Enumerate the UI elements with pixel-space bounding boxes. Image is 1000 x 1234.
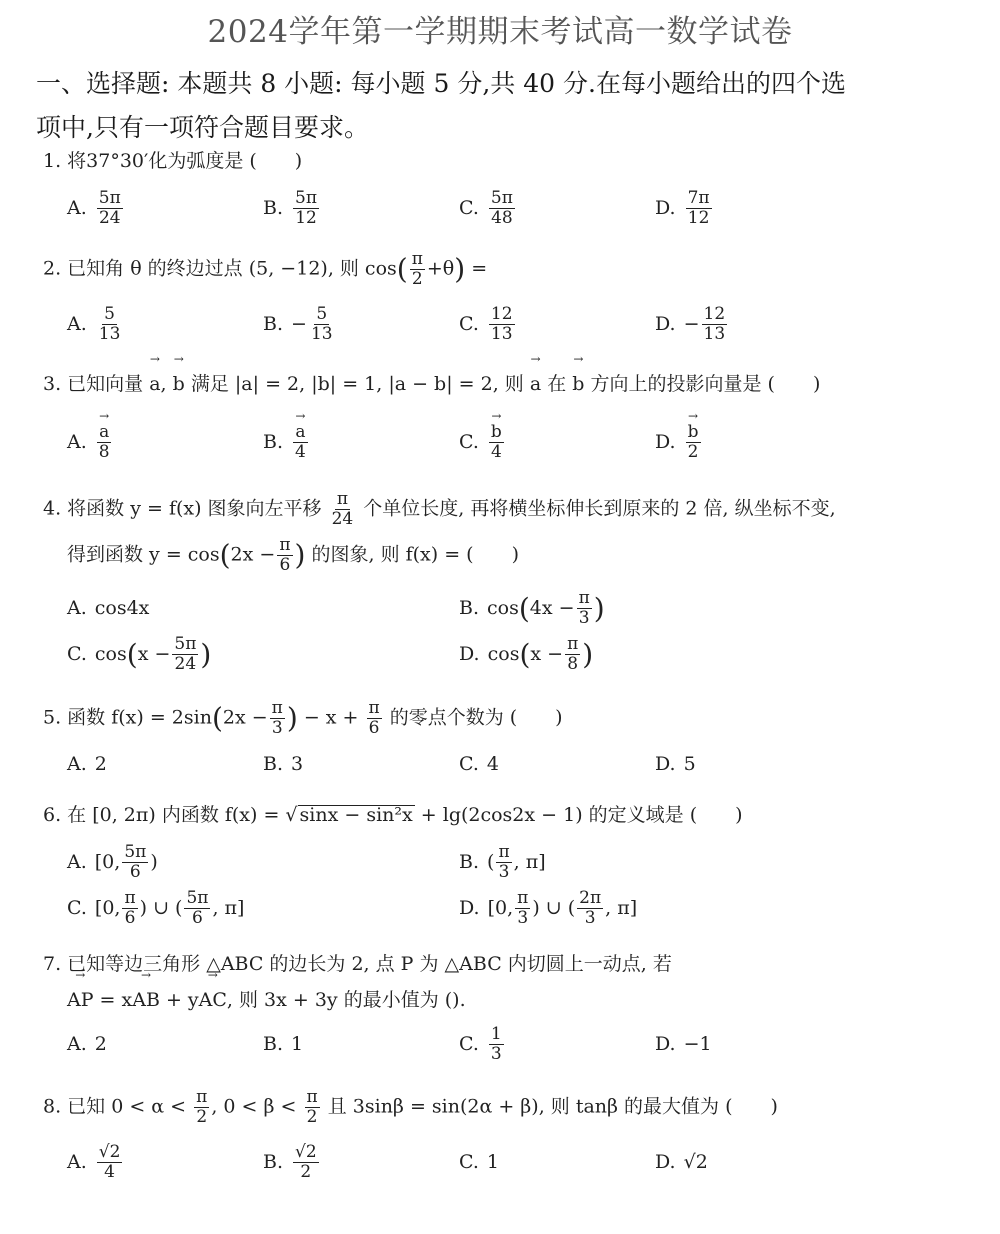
option-label: D. (655, 431, 676, 453)
fraction-denominator: 13 (490, 323, 513, 344)
option-text: x − (137, 643, 171, 665)
fraction-numerator: π (196, 1087, 208, 1107)
option-text: 3 (291, 753, 304, 775)
option-label: B. (263, 197, 284, 219)
stem-text: 得到函数 y = cos (67, 543, 220, 566)
stem-text: +θ (426, 257, 455, 280)
q5-option-d (655, 742, 696, 786)
fraction-denominator: 8 (98, 441, 110, 462)
fraction-denominator: 2 (687, 441, 699, 462)
option-label: C. (459, 753, 479, 775)
fraction-numerator: π (578, 587, 590, 608)
option-label: D. (655, 753, 676, 775)
fraction-denominator: 6 (368, 718, 380, 738)
fraction-numerator: π (498, 841, 510, 862)
q1-option-d (655, 186, 714, 230)
question-7-stem-line-2 (67, 982, 967, 1018)
option-label: C. (67, 643, 87, 665)
fraction-denominator: 48 (491, 207, 513, 228)
fraction-numerator: π (279, 535, 291, 555)
option-label: D. (655, 1033, 676, 1055)
option-label: A. (67, 851, 87, 873)
option-text: ) ∪ ( (532, 897, 576, 919)
fraction-numerator: → a (293, 423, 307, 443)
stem-text: 3. 已知向量 (43, 373, 144, 395)
q1-option-c (459, 186, 517, 230)
option-label: B. (263, 753, 284, 775)
option-text: ( (487, 851, 495, 873)
fraction-numerator: √2 (98, 1141, 121, 1162)
option-fraction (489, 1025, 504, 1064)
option-text: 1 (486, 1151, 499, 1173)
exam-title: 2024学年第一学期期末考试高一数学试卷 (207, 14, 793, 50)
option-label: B. (263, 1151, 284, 1173)
fraction-numerator: 2π (579, 887, 602, 908)
fraction-numerator: 5π (124, 841, 147, 862)
option-fraction (293, 423, 308, 462)
option-text: 2 (94, 1033, 107, 1055)
q7-option-a (67, 1022, 107, 1066)
fraction-denominator: 4 (490, 441, 502, 462)
option-fraction (565, 635, 580, 674)
option-label: D. (655, 197, 676, 219)
option-label: A. (67, 197, 87, 219)
fraction-numerator: π (336, 489, 349, 509)
fraction-denominator: 12 (687, 207, 710, 228)
fraction-numerator: 12 (703, 303, 726, 324)
q2-option-b (263, 302, 337, 346)
vector-ap: → AP (67, 982, 94, 1018)
q7-option-c (459, 1022, 506, 1066)
q6-option-d (459, 886, 637, 930)
fraction-denominator: 6 (129, 861, 141, 882)
option-label: C. (459, 313, 479, 335)
q8-option-d (655, 1140, 708, 1184)
stem-text: 4. 将函数 y = f(x) 图象向左平移 (43, 497, 322, 520)
option-sign: − (291, 313, 307, 335)
option-text: 4x − (529, 597, 575, 619)
vector-b: → b (572, 366, 584, 402)
option-text: [0, (94, 851, 121, 873)
q8-option-c (459, 1140, 499, 1184)
vector-ac: → AC (199, 982, 227, 1018)
option-fraction (489, 305, 515, 344)
option-label: B. (459, 851, 480, 873)
stem-text: 2x − (230, 543, 276, 566)
fraction-denominator: 3 (517, 907, 529, 928)
q3-option-a (67, 420, 114, 464)
q5-option-b (263, 742, 303, 786)
q4-option-c: C. cos ( x − $\frac{5\pi}{24}$ ) (67, 633, 212, 674)
option-text: , π] (513, 851, 546, 873)
option-fraction (97, 189, 123, 228)
stem-text: = (465, 257, 488, 280)
stem-text: , 则 3x + 3y 的最小值为 (). (226, 989, 466, 1011)
question-6-stem: 6. 在 [0, 2π) 内函数 f(x) = √ sinx − sin²x + lg(2cos2x − 1) 的定义域是 ( ) (43, 804, 743, 826)
q1-option-a (67, 186, 125, 230)
fraction-denominator: 12 (295, 207, 317, 228)
option-text: cos4x (94, 597, 150, 619)
fraction-numerator: 1 (490, 1023, 502, 1044)
fraction-numerator: √2 (295, 1141, 317, 1162)
q5-option-a (67, 742, 107, 786)
fraction-denominator: 6 (192, 907, 203, 928)
option-label: C. (459, 197, 479, 219)
fraction-denominator: 24 (331, 509, 354, 529)
fraction-denominator: 2 (411, 269, 423, 289)
option-text: cos (487, 597, 519, 619)
fraction-numerator: π (306, 1087, 318, 1107)
stem-fraction (305, 1088, 320, 1127)
q3-option-b (263, 420, 310, 464)
option-text: √2 (683, 1151, 708, 1173)
option-text: cos (487, 643, 520, 665)
q7-option-b (263, 1022, 303, 1066)
option-fraction (577, 589, 592, 628)
fraction-denominator: 13 (310, 323, 333, 344)
vector-a: → a (149, 366, 160, 402)
q8-option-b (263, 1140, 321, 1184)
option-label: D. (655, 313, 676, 335)
option-label: B. (459, 597, 480, 619)
option-text: 2 (94, 753, 107, 775)
option-label: C. (459, 1151, 479, 1173)
fraction-denominator: 4 (295, 441, 306, 462)
fraction-numerator: π (517, 887, 529, 908)
q6-option-b (459, 840, 546, 884)
q8-option-a (67, 1140, 124, 1184)
stem-text: 6. 在 [0, 2π) 内函数 f(x) = (43, 804, 280, 826)
stem-text: 在 (547, 373, 567, 395)
fraction-denominator: 3 (498, 861, 510, 882)
fraction-numerator: 12 (490, 303, 513, 324)
option-label: A. (67, 1151, 87, 1173)
vector-a: → a (530, 366, 541, 402)
option-label: A. (67, 431, 87, 453)
option-label: D. (655, 1151, 676, 1173)
option-fraction (686, 189, 712, 228)
fraction-denominator: 4 (104, 1161, 115, 1182)
stem-text: − x + (303, 706, 359, 729)
fraction-denominator: 6 (124, 907, 136, 928)
option-text: cos (94, 643, 127, 665)
option-fraction (686, 423, 701, 462)
stem-fraction (194, 1088, 209, 1127)
option-text: x − (530, 643, 564, 665)
stem-text: 8. 已知 0 < α < (43, 1095, 187, 1118)
fraction-numerator: π (124, 887, 136, 908)
fraction-numerator: π (411, 249, 423, 269)
option-label: A. (67, 313, 87, 335)
q2-option-d (655, 302, 729, 346)
question-8-stem (43, 1088, 943, 1127)
option-sign: − (683, 313, 700, 335)
option-label: B. (263, 313, 284, 335)
fraction-numerator: π (368, 698, 380, 718)
option-fraction (489, 423, 504, 462)
option-text: ) ∪ ( (139, 897, 183, 919)
question-3-stem: 3. 已知向量 → a, → b 满足 |a| = 2, |b| = 1, |a − b| = 2, 则 → a 在 → b 方向上的投影向量是 ( ) (43, 366, 943, 402)
vector-ab: → AB (132, 982, 160, 1018)
option-fraction (122, 889, 137, 928)
option-text: [0, (94, 897, 121, 919)
option-fraction (293, 189, 319, 228)
fraction-numerator: 5π (295, 187, 318, 208)
fraction-denominator: 3 (271, 718, 283, 738)
fraction-denominator: 2 (306, 1107, 318, 1127)
fraction-denominator: 2 (196, 1107, 208, 1127)
fraction-numerator: π (567, 633, 579, 654)
stem-text: + y (159, 989, 199, 1011)
stem-text: 的零点个数为 ( ) (389, 706, 563, 729)
option-text: 1 (291, 1033, 304, 1055)
option-text: ) (150, 851, 158, 873)
stem-text: 方向上的投影向量是 ( ) (590, 373, 821, 395)
stem-text: = x (93, 989, 133, 1011)
option-label: B. (263, 431, 284, 453)
option-text: [0, (487, 897, 514, 919)
stem-fraction (410, 250, 425, 289)
fraction-numerator: 5 (104, 303, 115, 324)
question-5-stem: 5. 函数 f(x) = 2sin(2x − $\frac{\pi}{3}$ ) − x + $\frac{\pi}{6}$ 的零点个数为 ( ) (43, 698, 563, 738)
q3-option-d (655, 420, 703, 464)
q1-option-b (263, 186, 321, 230)
stem-text: 2. 已知角 θ 的终边过点 (5, −12), 则 cos (43, 257, 397, 280)
q7-option-d (655, 1022, 712, 1066)
option-label: D. (459, 643, 480, 665)
fraction-numerator: → b (686, 423, 701, 443)
fraction-numerator: 5π (490, 187, 513, 208)
fraction-numerator: π (271, 698, 283, 718)
stem-text: 的图象, 则 f(x) = ( ) (311, 543, 520, 566)
stem-text: 个单位长度, 再将横坐标伸长到原来的 2 倍, 纵坐标不变, (363, 497, 836, 520)
option-fraction (515, 889, 530, 928)
option-fraction (702, 305, 728, 344)
sqrt-radicand: sinx − sin²x (299, 804, 413, 826)
stem-fraction (367, 699, 382, 738)
fraction-numerator: 5π (98, 187, 121, 208)
q6-option-c (67, 886, 244, 930)
fraction-numerator: → b (489, 423, 504, 443)
question-4-stem (43, 490, 943, 529)
stem-text: 5. 函数 f(x) = 2sin (43, 706, 212, 729)
stem-text: 且 3sinβ = sin(2α + β), 则 tanβ 的最大值为 ( ) (327, 1095, 778, 1118)
option-fraction (172, 635, 198, 674)
fraction-numerator: 5 (316, 303, 328, 324)
fraction-numerator: → a (97, 423, 111, 443)
option-fraction (97, 423, 112, 462)
option-label: D. (459, 897, 480, 919)
option-fraction (184, 889, 210, 928)
question-7-stem: 7. 已知等边三角形 △ABC 的边长为 2, 点 P 为 △ABC 内切圆上一动点, 若 (43, 953, 672, 975)
option-fraction (489, 189, 515, 228)
q5-option-c (459, 742, 499, 786)
stem-text: 满足 |a| = 2, |b| = 1, |a − b| = 2, 则 (190, 373, 524, 395)
fraction-denominator: 13 (98, 323, 121, 344)
stem-fraction (277, 536, 292, 575)
vector-b: → b (173, 366, 185, 402)
q4-option-d: D. cos ( x − $\frac{\pi}{8}$ ) (459, 633, 594, 674)
q4-option-b: B. cos ( 4x − $\frac{\pi}{3}$ ) (459, 587, 605, 628)
q4-option-a (67, 586, 149, 630)
option-fraction (496, 843, 511, 882)
option-fraction (122, 843, 148, 882)
fraction-denominator: 3 (578, 607, 590, 628)
stem-text: + lg(2cos2x − 1) 的定义域是 ( ) (420, 804, 743, 826)
fraction-denominator: 8 (567, 653, 579, 674)
fraction-denominator: 24 (98, 207, 121, 228)
option-label: A. (67, 753, 87, 775)
option-label: C. (67, 897, 87, 919)
stem-text: , 0 < β < (211, 1095, 297, 1118)
fraction-denominator: 13 (703, 323, 726, 344)
section-heading-line-1: 一、选择题: 本题共 8 小题: 每小题 5 分,共 40 分.在每小题给出的四个选 (36, 69, 846, 98)
fraction-numerator: 5π (174, 633, 197, 654)
question-4-stem-line-2: 得到函数 y = cos(2x − $\frac{\pi}{6}$ ) 的图象, 则 f(x) = ( ) (67, 535, 520, 575)
option-label: C. (459, 431, 479, 453)
q2-option-a (67, 302, 124, 346)
fraction-denominator: 3 (490, 1043, 502, 1064)
q6-option-a (67, 840, 158, 884)
question-2-stem: 2. 已知角 θ 的终边过点 (5, −12), 则 cos( $\frac{\pi}{2}$ +θ) = (43, 249, 488, 289)
stem-fraction (270, 699, 285, 738)
question-1-stem: 1. 将37°30′化为弧度是 ( ) (43, 150, 303, 172)
option-label: B. (263, 1033, 284, 1055)
option-text: −1 (683, 1033, 712, 1055)
option-text: , π] (212, 897, 245, 919)
option-fraction (577, 889, 603, 928)
fraction-denominator: 6 (279, 555, 291, 575)
fraction-denominator: 2 (300, 1161, 312, 1182)
option-text: 5 (683, 753, 696, 775)
fraction-numerator: 7π (687, 187, 710, 208)
option-label: A. (67, 597, 87, 619)
q2-option-c (459, 302, 517, 346)
stem-text: 2x − (222, 706, 268, 729)
fraction-denominator: 24 (174, 653, 197, 674)
section-heading (36, 62, 936, 150)
option-text: , π] (605, 897, 638, 919)
fraction-numerator: 5π (186, 887, 209, 908)
q3-option-c (459, 420, 506, 464)
option-fraction (97, 1143, 123, 1182)
option-text: 4 (486, 753, 499, 775)
option-fraction (97, 305, 123, 344)
option-fraction (293, 1143, 319, 1182)
section-heading-line-2: 项中,只有一项符合题目要求。 (36, 113, 369, 142)
stem-fraction (330, 490, 356, 529)
option-label: C. (459, 1033, 479, 1055)
option-label: A. (67, 1033, 87, 1055)
fraction-denominator: 3 (584, 907, 596, 928)
option-fraction (309, 305, 335, 344)
